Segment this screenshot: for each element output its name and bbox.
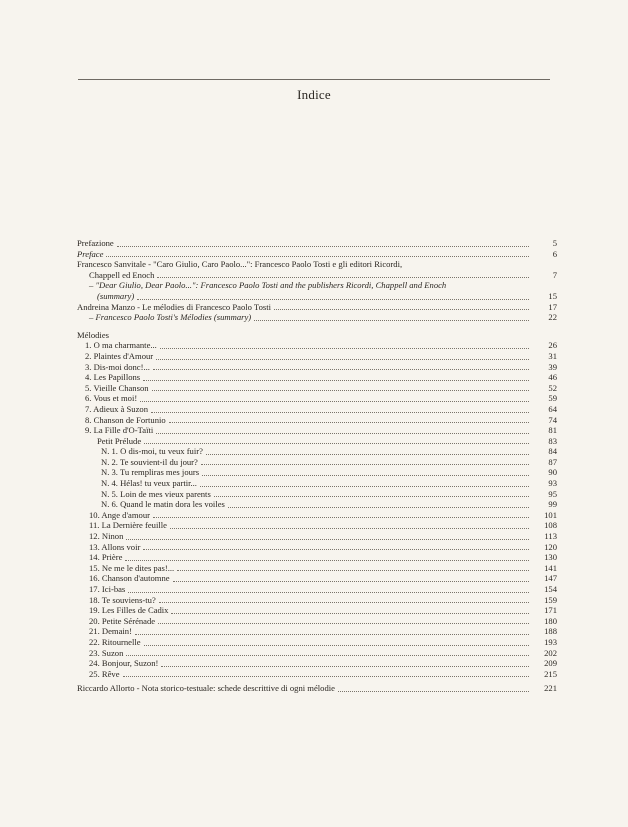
page-number: 108 bbox=[544, 520, 557, 531]
toc-row bbox=[77, 436, 557, 447]
toc-row bbox=[77, 648, 557, 659]
toc-row bbox=[77, 404, 557, 415]
entry-text: 8. Chanson de Fortunio bbox=[85, 414, 166, 425]
page-number: 193 bbox=[544, 636, 557, 647]
toc-row bbox=[77, 383, 557, 394]
leader-dots bbox=[140, 400, 529, 402]
page-number: 101 bbox=[544, 509, 557, 520]
leader-dots bbox=[152, 389, 529, 391]
toc-row bbox=[77, 605, 557, 616]
toc-row bbox=[77, 467, 557, 478]
toc-row bbox=[77, 393, 557, 404]
page-number: 90 bbox=[548, 467, 557, 478]
leader-dots bbox=[143, 548, 529, 550]
page-number: 154 bbox=[544, 584, 557, 594]
toc-row bbox=[77, 302, 557, 313]
entry-text: 16. Chanson d'automne bbox=[89, 573, 170, 584]
toc-row bbox=[77, 542, 557, 553]
toc-row bbox=[77, 658, 557, 669]
page-number: 52 bbox=[548, 382, 557, 393]
leader-dots bbox=[200, 485, 529, 487]
leader-dots bbox=[202, 474, 529, 476]
page-number: 6 bbox=[552, 248, 557, 259]
entry-text: 21. Demain! bbox=[89, 626, 132, 637]
entry-text: N. 5. Loin de mes vieux parents bbox=[101, 488, 211, 499]
toc-entry-allorto bbox=[77, 683, 557, 694]
melodies-list bbox=[77, 340, 557, 679]
toc-row bbox=[77, 520, 557, 531]
page-number: 171 bbox=[544, 605, 557, 616]
toc-row bbox=[77, 626, 557, 637]
leader-dots bbox=[144, 644, 529, 646]
toc-row bbox=[77, 595, 557, 606]
entry-text: 6. Vous et moi! bbox=[85, 393, 138, 404]
entry-text: Petit Prélude bbox=[97, 435, 142, 446]
entry-text: 1. O ma charmante... bbox=[85, 340, 157, 351]
toc-row bbox=[77, 249, 557, 260]
page-number: 221 bbox=[544, 683, 557, 694]
leader-dots bbox=[201, 463, 529, 465]
page-number: 74 bbox=[548, 414, 557, 425]
leader-dots bbox=[158, 622, 529, 624]
entry-text: Andreina Manzo - Le mélodies di Francesco Paolo Tosti bbox=[77, 301, 271, 312]
page-number: 39 bbox=[548, 361, 557, 372]
entry-text: 17. Ici-bas bbox=[89, 584, 126, 594]
page-number: 84 bbox=[548, 446, 557, 457]
leader-dots bbox=[123, 675, 529, 677]
header-rule bbox=[78, 79, 550, 80]
table-of-contents bbox=[77, 238, 557, 694]
entry-text: 10. Ange d'amour bbox=[89, 509, 150, 520]
entry-text: 2. Plaintes d'Amour bbox=[85, 350, 154, 361]
page-number: 130 bbox=[544, 552, 557, 563]
entry-text: 3. Dis-moi donc!... bbox=[85, 361, 150, 372]
page-number: 31 bbox=[548, 350, 557, 361]
leader-dots bbox=[156, 432, 529, 434]
page-number: 15 bbox=[548, 290, 557, 301]
entry-text: 22. Ritournelle bbox=[89, 636, 141, 647]
page-number: 159 bbox=[544, 594, 557, 605]
page-number: 81 bbox=[548, 425, 557, 436]
page-number: 46 bbox=[548, 372, 557, 383]
page-title: Indice bbox=[297, 87, 331, 102]
leader-dots bbox=[169, 421, 529, 423]
leader-dots bbox=[254, 319, 529, 321]
toc-entry-manzo bbox=[77, 302, 557, 323]
leader-dots bbox=[143, 379, 529, 381]
page-number: 22 bbox=[548, 312, 557, 323]
page-number: 113 bbox=[544, 531, 557, 542]
toc-row bbox=[77, 489, 557, 500]
toc-row bbox=[77, 499, 557, 510]
section-heading-melodies: Mélodies bbox=[77, 329, 109, 340]
leader-dots bbox=[106, 255, 529, 257]
toc-row bbox=[77, 478, 557, 489]
entry-text: 18. Te souviens-tu? bbox=[89, 594, 156, 605]
leader-dots bbox=[274, 308, 529, 310]
page-number: 17 bbox=[548, 301, 557, 312]
toc-row bbox=[77, 531, 557, 542]
leader-dots bbox=[126, 538, 529, 540]
leader-dots bbox=[177, 569, 529, 571]
toc-row bbox=[77, 415, 557, 426]
entry-text: N. 2. Te souvient-il du jour? bbox=[101, 456, 198, 467]
page-number: 180 bbox=[544, 615, 557, 626]
leader-dots bbox=[153, 516, 529, 518]
toc-row bbox=[77, 573, 557, 584]
page-number: 5 bbox=[552, 238, 557, 248]
toc-row bbox=[77, 270, 557, 281]
leader-dots bbox=[156, 358, 529, 360]
entry-text: 12. Ninon bbox=[89, 531, 124, 542]
toc-row bbox=[77, 372, 557, 383]
toc-entry-sanvitale bbox=[77, 259, 557, 301]
entry-text: Prefazione bbox=[77, 238, 114, 248]
leader-dots bbox=[126, 654, 529, 656]
toc-row bbox=[77, 510, 557, 521]
toc-row bbox=[77, 340, 557, 351]
page-number: 59 bbox=[548, 393, 557, 404]
entry-text: N. 3. Tu rempliras mes jours bbox=[101, 467, 200, 478]
toc-row bbox=[77, 552, 557, 563]
entry-text: N. 1. O dis-moi, tu veux fuir? bbox=[101, 446, 203, 457]
page-number: 83 bbox=[548, 435, 557, 446]
entry-text: N. 6. Quand le matin dora les voiles bbox=[101, 499, 225, 510]
page-number: 7 bbox=[552, 269, 557, 280]
page-number: 87 bbox=[548, 456, 557, 467]
page-number: 202 bbox=[544, 647, 557, 658]
leader-dots bbox=[171, 612, 529, 614]
entry-text: (summary) bbox=[97, 290, 135, 301]
toc-row bbox=[77, 362, 557, 373]
toc-row bbox=[77, 616, 557, 627]
entry-text: – "Dear Giulio, Dear Paolo...": Francesco Paolo Tosti and the publishers Ricordi, Chappell and Enoch bbox=[89, 280, 447, 291]
toc-row bbox=[77, 457, 557, 468]
leader-dots bbox=[144, 442, 529, 444]
entry-text: 23. Suzon bbox=[89, 647, 124, 658]
entry-text: 24. Bonjour, Suzon! bbox=[89, 658, 159, 669]
page-number: 188 bbox=[544, 626, 557, 637]
leader-dots bbox=[125, 559, 529, 561]
page-number: 64 bbox=[548, 403, 557, 414]
leader-dots bbox=[159, 601, 529, 603]
entry-text: 15. Ne me le dites pas!... bbox=[89, 562, 175, 573]
leader-dots bbox=[117, 245, 529, 247]
leader-dots bbox=[153, 368, 529, 370]
entry-text: 20. Petite Sérénade bbox=[89, 615, 156, 626]
leader-dots bbox=[170, 527, 529, 529]
toc-row bbox=[77, 238, 557, 249]
entry-text: Preface bbox=[77, 248, 104, 259]
leader-dots bbox=[161, 665, 529, 667]
toc-row bbox=[77, 637, 557, 648]
entry-text: 19. Les Filles de Cadix bbox=[89, 605, 169, 616]
front-matter bbox=[77, 238, 557, 259]
toc-row bbox=[77, 446, 557, 457]
leader-dots bbox=[151, 411, 529, 413]
page-number: 26 bbox=[548, 340, 557, 351]
leader-dots bbox=[160, 347, 529, 349]
entry-text: 4. Les Papillons bbox=[85, 372, 141, 383]
toc-row bbox=[77, 425, 557, 436]
page-number: 93 bbox=[548, 478, 557, 489]
entry-text: Riccardo Allorto - Nota storico-testuale: schede descrittive di ogni mélodie bbox=[77, 683, 335, 694]
leader-dots bbox=[128, 591, 529, 593]
toc-row bbox=[77, 669, 557, 680]
entry-text: Chappell ed Enoch bbox=[89, 269, 155, 280]
page-number: 95 bbox=[548, 488, 557, 499]
leader-dots bbox=[135, 633, 529, 635]
toc-row bbox=[77, 584, 557, 595]
entry-text: 9. La Fille d'O-Taïti bbox=[85, 425, 154, 436]
leader-dots bbox=[228, 506, 529, 508]
toc-row bbox=[77, 563, 557, 574]
leader-dots bbox=[173, 580, 529, 582]
toc-row bbox=[77, 291, 557, 302]
page-number: 120 bbox=[544, 541, 557, 552]
page-number: 147 bbox=[544, 573, 557, 584]
entry-text: 25. Rêve bbox=[89, 668, 120, 679]
entry-text: 11. La Dernière feuille bbox=[89, 520, 167, 531]
page-number: 99 bbox=[548, 499, 557, 510]
leader-dots bbox=[137, 298, 529, 300]
entry-text: 14. Prière bbox=[89, 552, 123, 563]
entry-text: – Francesco Paolo Tosti's Mélodies (summary) bbox=[89, 312, 252, 323]
entry-text: 7. Adieux à Suzon bbox=[85, 403, 149, 414]
leader-dots bbox=[157, 276, 529, 278]
leader-dots bbox=[338, 690, 529, 692]
leader-dots bbox=[214, 495, 529, 497]
spacer bbox=[77, 323, 557, 330]
entry-text: 13. Allons voir bbox=[89, 541, 141, 552]
page-number: 209 bbox=[544, 658, 557, 669]
page-number: 215 bbox=[544, 668, 557, 679]
page-number: 141 bbox=[544, 562, 557, 573]
leader-dots bbox=[206, 453, 529, 455]
toc-row bbox=[77, 351, 557, 362]
toc-row bbox=[77, 312, 557, 323]
entry-text: N. 4. Hélas! tu veux partir... bbox=[101, 478, 197, 489]
entry-text: 5. Vieille Chanson bbox=[85, 382, 149, 393]
entry-text: Francesco Sanvitale - "Caro Giulio, Caro Paolo...": Francesco Paolo Tosti e gli editori Ricordi, bbox=[77, 259, 403, 270]
